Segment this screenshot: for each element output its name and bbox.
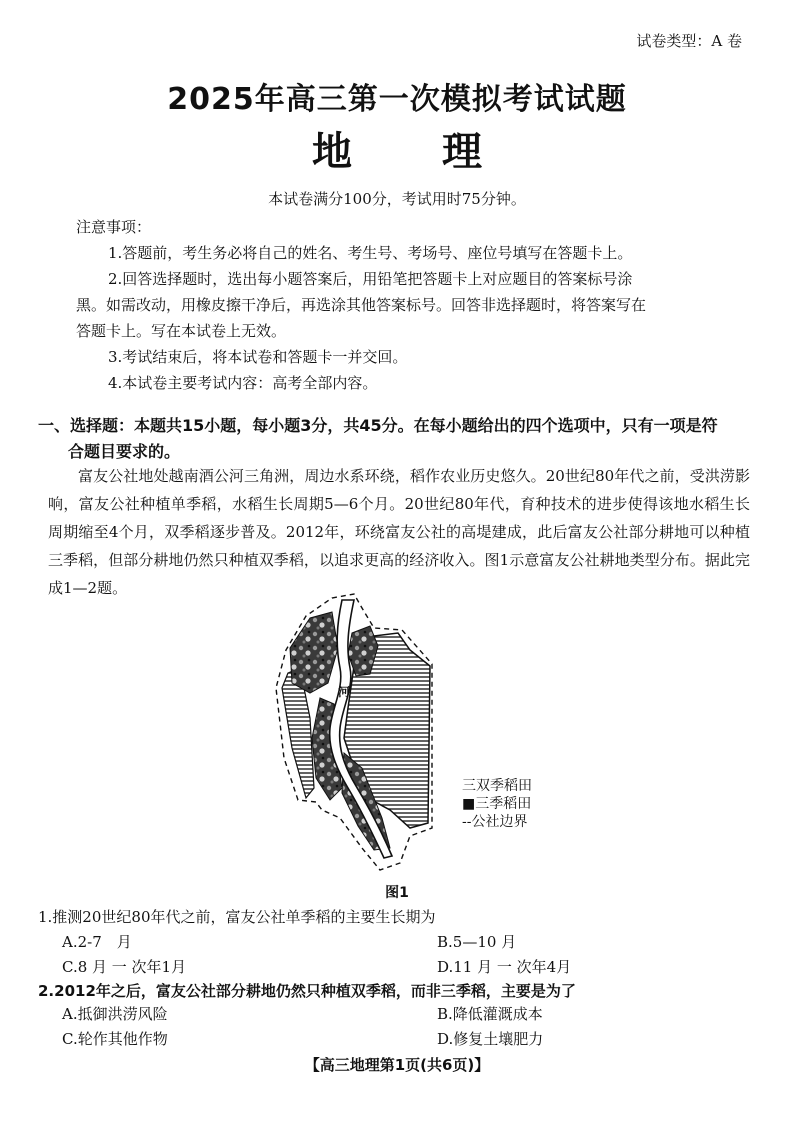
question-2-stem: 2.2012年之后，富友公社部分耕地仍然只种植双季稻，而非三季稻，主要是为了 — [38, 982, 576, 1000]
reading-passage: 富友公社地处越南酒公河三角洲，周边水系环绕，稻作农业历史悠久。20世纪80年代之前，受洪涝影响，富友公社种植单季稻，水稻生长周期5—6个月。20世纪80年代，育种技术的进步使得该地水稻生长周期缩至4个月，双季稻逐步普及。2012年，环绕富友公社的高堤建成，此后富友公社部分耕地可以种植三季稻，但部分耕地仍然只种植双季稻，以追求更高的经济收入。图1示意富友公社耕地类型分布。据此完成1—2题。 — [48, 467, 750, 597]
subject-char-2: 理 — [442, 129, 482, 175]
notice-item-4: 4.本试卷主要考试内容：高考全部内容。 — [108, 374, 378, 392]
notice-item-2-line-1: 2.回答选择题时，选出每小题答案后，用铅笔把答题卡上对应题目的答案标号涂 — [108, 270, 633, 288]
paper-type-label: 试卷类型：A 卷 — [636, 32, 742, 50]
notice-item-3: 3.考试结束后，将本试卷和答题卡一并交回。 — [108, 348, 408, 366]
notice-item-2-line-2: 黑。如需改动，用橡皮擦干净后，再选涂其他答案标号。回答非选择题时，将答案写在 — [76, 296, 647, 314]
question-1-option-a: A.2-7 月 — [62, 933, 132, 951]
question-2-option-c: C.轮作其他作物 — [62, 1030, 168, 1048]
figure-caption: 图1 — [385, 885, 409, 901]
question-1-option-c: C.8 月 一 次年1月 — [62, 958, 187, 976]
notice-item-2-line-3: 答题卡上。写在本试卷上无效。 — [76, 322, 287, 340]
legend-commune-boundary: --公社边界 — [462, 814, 528, 830]
question-2-option-a: A.抵御洪涝风险 — [62, 1005, 168, 1023]
section-heading-cont: 合题目要求的。 — [68, 442, 181, 461]
question-1-stem: 1.推测20世纪80年代之前，富友公社单季稻的主要生长期为 — [38, 908, 436, 926]
notice-title: 注意事项： — [76, 218, 152, 236]
triple-season-area-north — [290, 612, 338, 693]
question-1-option-b: B.5—10 月 — [437, 933, 517, 951]
section-heading: 一、选择题：本题共15小题，每小题3分，共45分。在每小题给出的四个选项中，只有一项是符 — [38, 416, 718, 435]
page-footer: 【高三地理第1页(共6页)】 — [304, 1056, 490, 1074]
question-1-option-d: D.11 月 一 次年4月 — [437, 958, 572, 976]
notice-item-1: 1.答题前，考生务必将自己的姓名、考生号、考场号、座位号填写在答题卡上。 — [108, 244, 633, 262]
subject-char-1: 地 — [312, 129, 352, 175]
exam-title: 2025年高三第一次模拟考试试题 — [167, 82, 627, 117]
legend-triple-season: ■三季稻田 — [462, 796, 532, 812]
question-2-option-b: B.降低灌溉成本 — [437, 1005, 543, 1023]
question-2-option-d: D.修复土壤肥力 — [437, 1030, 544, 1048]
legend-double-season: 三双季稻田 — [462, 778, 532, 794]
exam-info: 本试卷满分100分，考试用时75分钟。 — [268, 190, 526, 208]
subject-title — [0, 120, 794, 177]
river-label: 河 — [338, 685, 351, 699]
farmland-map — [270, 588, 450, 878]
